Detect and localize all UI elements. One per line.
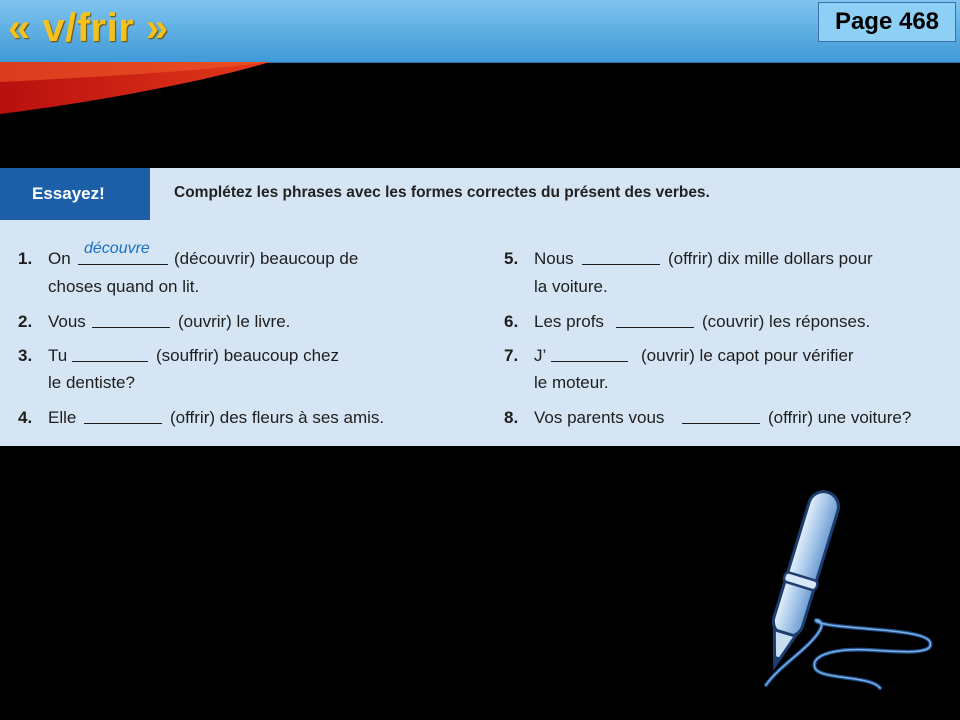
item-text: Nous: [534, 249, 574, 268]
item-text: Tu: [48, 346, 68, 365]
item-number: 1.: [18, 249, 33, 268]
essayez-label: Essayez!: [32, 184, 105, 203]
item-text: (ouvrir) le capot pour vérifier: [641, 346, 854, 365]
item-number: 3.: [18, 346, 33, 365]
item-text: (offrir) dix mille dollars pour: [668, 249, 873, 268]
item-text: Les profs: [534, 312, 604, 331]
answer-blank: [551, 361, 628, 362]
exercise-instruction: Complétez les phrases avec les formes correctes du présent des verbes.: [174, 184, 710, 201]
item-text: On: [48, 249, 71, 268]
answer-blank: [582, 264, 660, 265]
item-text: Vos parents vous: [534, 408, 665, 427]
item-text: (offrir) une voiture?: [768, 408, 912, 427]
item-number: 4.: [18, 408, 33, 427]
item-number: 6.: [504, 312, 519, 331]
answer-blank: [682, 423, 760, 424]
item-number: 7.: [504, 346, 519, 365]
slide-title: « v/frir »: [8, 6, 169, 50]
item-text: (offrir) des fleurs à ses amis.: [170, 408, 385, 427]
item-number: 2.: [18, 312, 33, 331]
item-text: Vous: [48, 312, 86, 331]
answer-blank: [78, 264, 168, 265]
answer-blank: [84, 423, 162, 424]
item-text: le dentiste?: [48, 373, 135, 392]
item-text: choses quand on lit.: [48, 277, 200, 296]
item-text: le moteur.: [534, 373, 609, 392]
item-text: (découvrir) beaucoup de: [174, 249, 359, 268]
item-number: 5.: [504, 249, 519, 268]
page-number-box: Page 468: [818, 2, 956, 42]
item-text: la voiture.: [534, 277, 608, 296]
item-text: (ouvrir) le livre.: [178, 312, 291, 331]
answer-blank: [616, 327, 694, 328]
item-text: (souffrir) beaucoup chez: [156, 346, 340, 365]
answer-blank: [92, 327, 170, 328]
item-text: Elle: [48, 408, 77, 427]
pen-icon: [740, 480, 950, 700]
red-swoosh-decoration: [0, 62, 300, 122]
item-text: (couvrir) les réponses.: [702, 312, 871, 331]
item-number: 8.: [504, 408, 519, 427]
example-answer: découvre: [84, 240, 150, 257]
item-text: J’: [534, 346, 547, 365]
answer-blank: [72, 361, 148, 362]
